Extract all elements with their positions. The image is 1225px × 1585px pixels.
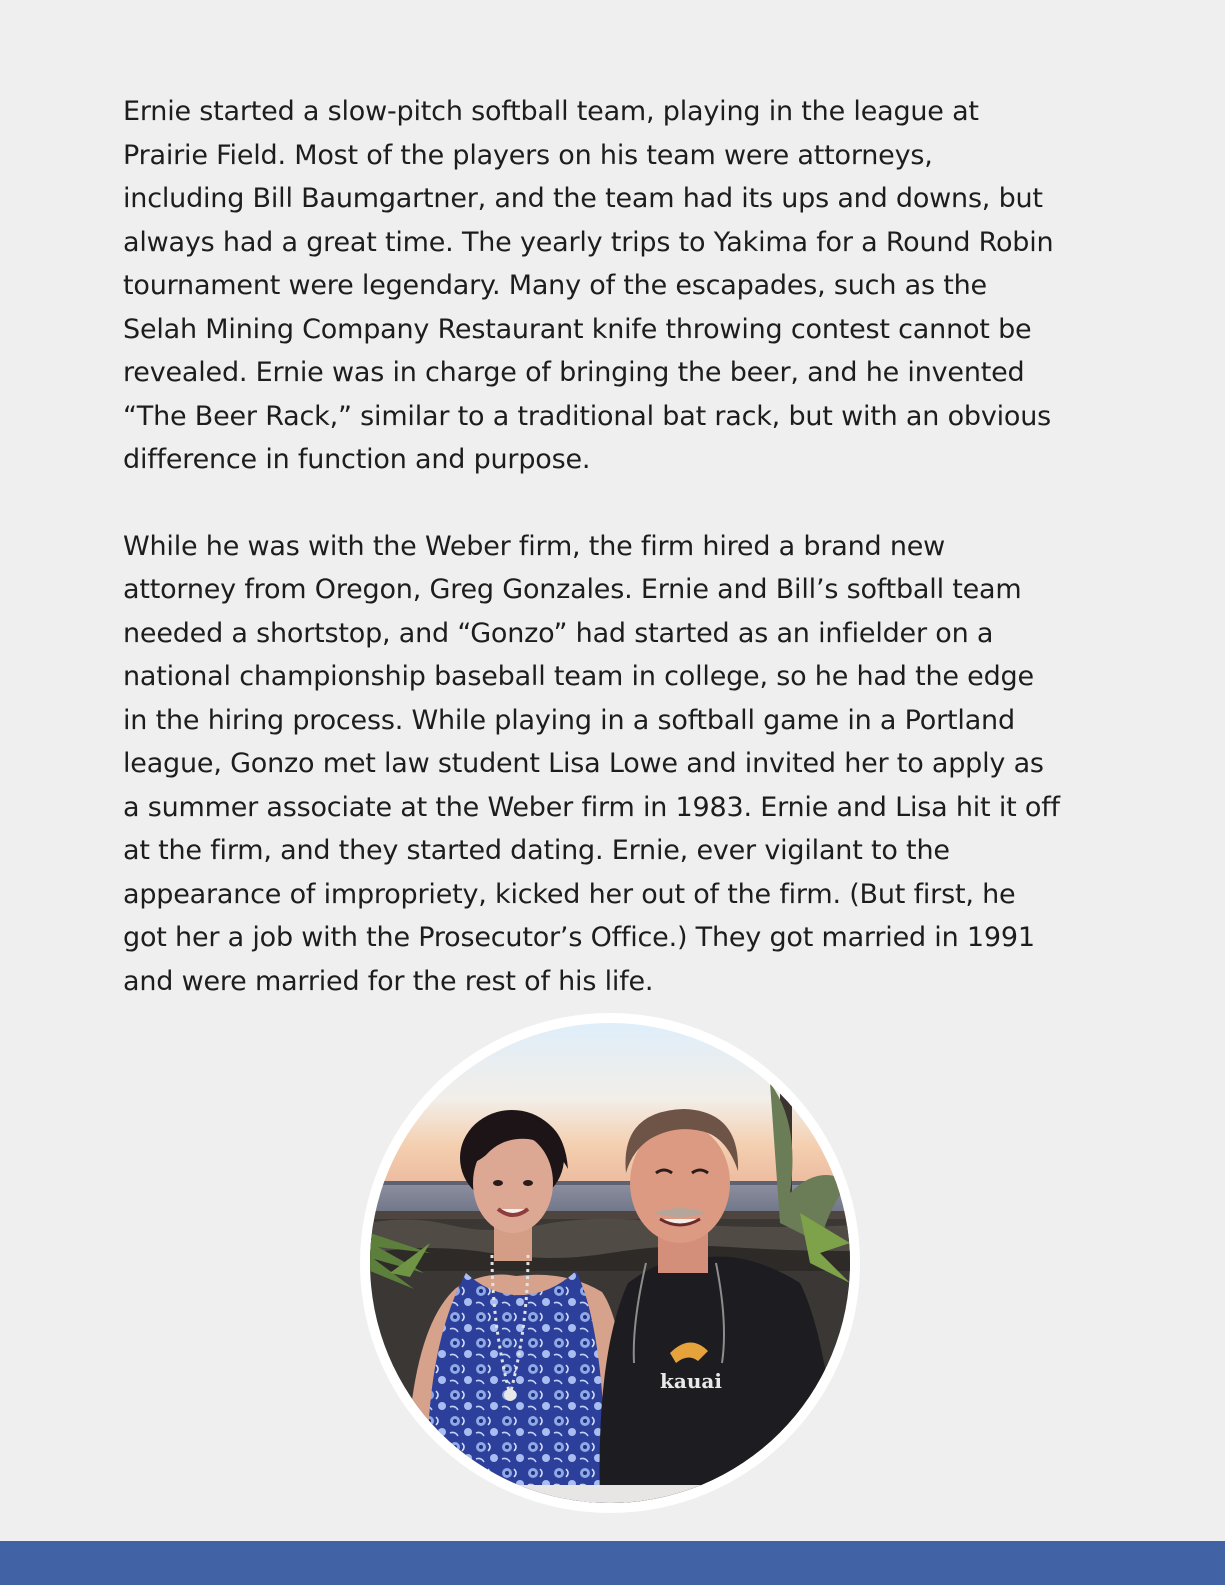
text-line: Selah Mining Company Restaurant knife throwing contest cannot be [123,313,1032,345]
shirt-logo-text: kauai [660,1369,722,1393]
text-line: attorney from Oregon, Greg Gonzales. Ernie and Bill’s softball team [123,574,1022,605]
text-line: difference in function and purpose. [123,444,591,475]
text-line: league, Gonzo met law student Lisa Lowe and invited her to apply as [123,748,1044,779]
text-line: a summer associate at the Weber firm in 1983. Ernie and Lisa hit it off [123,791,1060,823]
text-line: always had a great time. The yearly trips to Yakima for a Round Robin [123,226,1054,258]
couple-photo [370,1023,850,1503]
text-line: in the hiring process. While playing in a softball game in a Portland [123,704,1015,736]
text-line: While he was with the Weber firm, the firm hired a brand new [123,530,946,562]
text-line: “The Beer Rack,” similar to a traditional bat rack, but with an obvious [123,400,1052,432]
text-line: revealed. Ernie was in charge of bringing the beer, and he invented [123,357,1025,388]
text-line: Ernie started a slow-pitch softball team, playing in the league at [123,96,979,127]
text-line: needed a shortstop, and “Gonzo” had started as an infielder on a [123,617,994,649]
photo-frame [360,1013,860,1513]
text-line: at the firm, and they started dating. Ernie, ever vigilant to the [123,835,950,866]
paragraph-softball-team [123,90,1113,482]
text-line: and were married for the rest of his life. [123,965,654,997]
body-text [123,90,1113,1003]
footer-bar [0,1541,1225,1585]
text-line: got her a job with the Prosecutor’s Office.) They got married in 1991 [123,922,1035,953]
text-line: national championship baseball team in college, so he had the edge [123,661,1034,692]
couple-photo-illustration [370,1023,850,1503]
text-line: appearance of impropriety, kicked her out of the firm. (But first, he [123,878,1016,910]
text-line: including Bill Baumgartner, and the team had its ups and downs, but [123,183,1043,214]
text-line: tournament were legendary. Many of the escapades, such as the [123,270,987,301]
paragraph-weber-firm [123,525,1113,1004]
text-line: Prairie Field. Most of the players on his team were attorneys, [123,139,933,171]
